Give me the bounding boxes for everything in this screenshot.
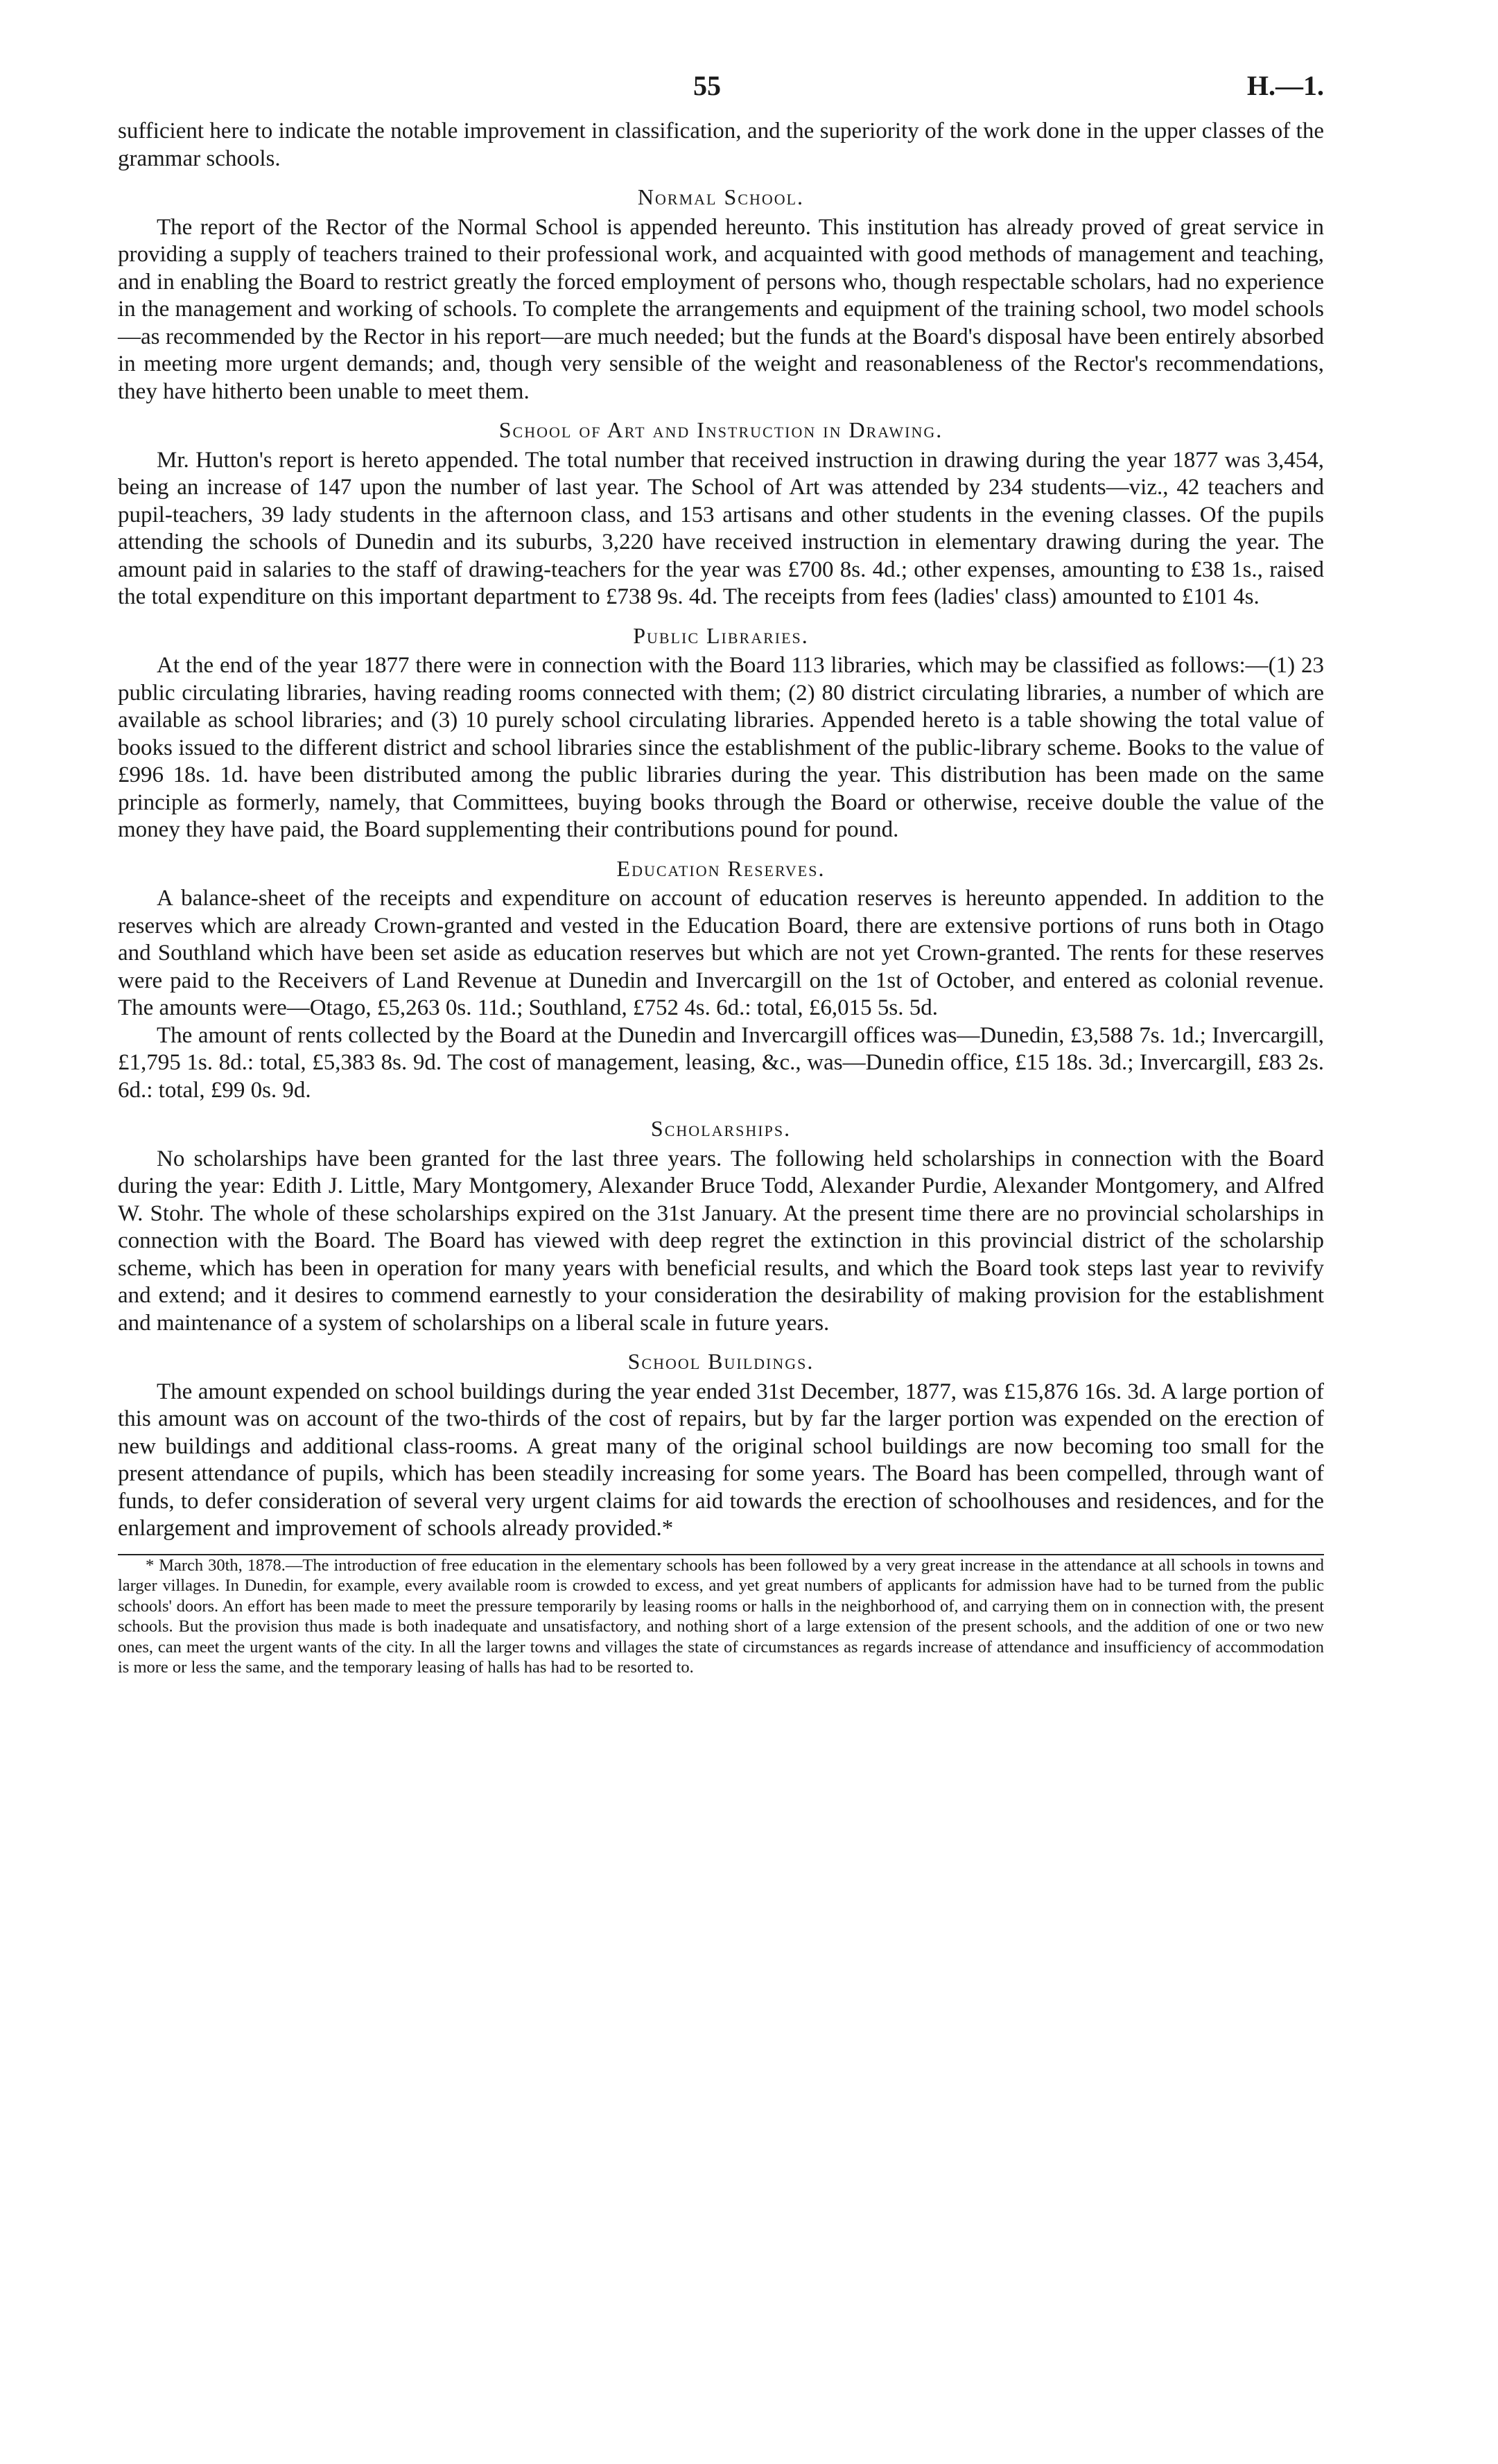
- section-heading: School of Art and Instruction in Drawing.: [498, 417, 943, 442]
- section-normal-school: [118, 184, 1324, 405]
- section-heading: Public Libraries.: [633, 622, 809, 648]
- paragraph: A balance-sheet of the receipts and expenditure on account of education reserves is hereunto appended. In addition to the reserves which are already Crown-granted and vested in the Education Board, there are extensive portions of runs both in Otago and Southland which have been set aside as education reserves but which are not yet Crown-granted. The rents for these reserves were paid to the Receivers of Land Revenue at Dunedin and Invercargill on the 1st of October, and entered as colonial revenue. The amounts were—Otago, £5,263 0s. 11d.; Southland, £752 4s. 6d.: total, £6,015 5s. 5d.: [118, 886, 1324, 1020]
- section-heading: Education Reserves.: [616, 855, 826, 881]
- section-heading: School Buildings.: [627, 1349, 815, 1374]
- section-heading: Normal School.: [637, 184, 805, 209]
- paragraph: Mr. Hutton's report is hereto appended. The total number that received instruction in drawing during the year 1877 was 3,454, being an increase of 147 upon the number of last year. The School of Art was attended by 234 students—viz., 42 teachers and pupil-teachers, 39 lady students in the afternoon class, and 153 artisans and other students in the evening classes. Of the pupils attending the schools of Dunedin and its suburbs, 3,220 have received instruction in elementary drawing during the year. The amount paid in salaries to the staff of drawing-teachers for the year was £700 8s. 4d.; other expenses, amounting to £38 1s., raised the total expenditure on this important department to £738 9s. 4d. The receipts from fees (ladies' class) amounted to £101 4s.: [118, 447, 1324, 609]
- paragraph: The amount of rents collected by the Board at the Dunedin and Invercargill offices was—Dunedin, £3,588 7s. 1d.; Invercargill, £1,795 1s. 8d.: total, £5,383 8s. 9d. The cost of management, leasing, &c., was—Dunedin office, £15 18s. 3d.; Invercargill, £83 2s. 6d.: total, £99 0s. 9d.: [118, 1022, 1324, 1103]
- page-header: [118, 69, 1324, 118]
- section-public-libraries: [118, 622, 1324, 844]
- section-school-buildings: [118, 1348, 1324, 1543]
- paragraph: The amount expended on school buildings during the year ended 31st December, 1877, was £15,876 16s. 3d. A large portion of this amount was on account of the two-thirds of the cost of repairs, but by far the larger portion was expended on the erection of new buildings and additional class-rooms. A great many of the original school buildings are now becoming too small for the present attendance of pupils, which has been steadily increasing for some years. The Board has been compelled, through want of funds, to defer consideration of several very urgent claims for aid towards the erection of schoolhouses and residences, and for the enlargement and improvement of schools already provided.*: [118, 1379, 1324, 1541]
- paragraph: No scholarships have been granted for the last three years. The following held scholarships in connection with the Board during the year: Edith J. Little, Mary Montgomery, Alexander Bruce Todd, Alexander Purdie, Alexander Montgomery, and Alfred W. Stohr. The whole of these scholarships expired on the 31st January. At the present time there are no provincial scholarships in connection with the Board. The Board has viewed with deep regret the extinction in this provincial district of the scholarship scheme, which has been in operation for many years with beneficial results, and which the Board took steps last year to revivify and extend; and it desires to commend earnestly to your consideration the desirability of making provision for the establishment and maintenance of a system of scholarships on a liberal scale in future years.: [118, 1146, 1324, 1336]
- document-body: [118, 118, 1324, 1678]
- paragraph: The report of the Rector of the Normal School is appended hereunto. This institution has already proved of great service in providing a supply of teachers trained to their professional work, and acquainted with good methods of management and teaching, and in enabling the Board to restrict greatly the forced employment of persons who, though respectable scholars, had no experience in the management and working of schools. To complete the arrangements and equipment of the training school, two model schools—as recommended by the Rector in his report—are much needed; but the funds at the Board's disposal have been entirely absorbed in meeting more urgent demands; and, though very sensible of the weight and reasonableness of the Rector's recommendations, they have hitherto been unable to meet them.: [118, 214, 1324, 404]
- section-education-reserves: [118, 855, 1324, 1105]
- intro-paragraph: sufficient here to indicate the notable improvement in classification, and the superiority of the work done in the upper classes of the grammar schools.: [118, 119, 1324, 171]
- footnote: * March 30th, 1878.—The introduction of free education in the elementary schools has been followed by a very great increase in the attendance at all schools in towns and larger villages. In Dunedin, for example, every available room is crowded to excess, and yet great numbers of applicants for admission have had to be turned from the public schools' doors. An effort has been made to meet the pressure temporarily by leasing rooms or halls in the neighborhood of, and carrying them on in connection with, the present schools. But the provision thus made is both inadequate and unsatisfactory, and nothing short of a large extension of the present schools, and the addition of one or two new ones, can meet the urgent wants of the city. In all the larger towns and villages the state of circumstances as regards increase of attendance and insufficiency of accommodation is more or less the same, and the temporary leasing of halls has had to be resorted to.: [118, 1555, 1324, 1677]
- section-scholarships: [118, 1115, 1324, 1337]
- page-number: 55: [693, 70, 721, 101]
- document-reference: H.—1.: [1246, 70, 1324, 101]
- paragraph: At the end of the year 1877 there were in connection with the Board 113 libraries, which may be classified as follows:—(1) 23 public circulating libraries, having reading rooms connected with them; (2) 80 district circulating libraries, a number of which are available as school libraries; and (3) 10 purely school circulating libraries. Appended hereto is a table showing the total value of books issued to the different district and school libraries since the establishment of the public-library scheme. Books to the value of £996 18s. 1d. have been distributed among the public libraries during the year. This distribution has been made on the same principle as formerly, namely, that Committees, buying books through the Board or otherwise, receive double the value of the money they have paid, the Board supplementing their contributions pound for pound.: [118, 653, 1324, 842]
- document-page: [118, 69, 1324, 1678]
- section-heading: Scholarships.: [650, 1116, 792, 1141]
- section-school-of-art: [118, 417, 1324, 611]
